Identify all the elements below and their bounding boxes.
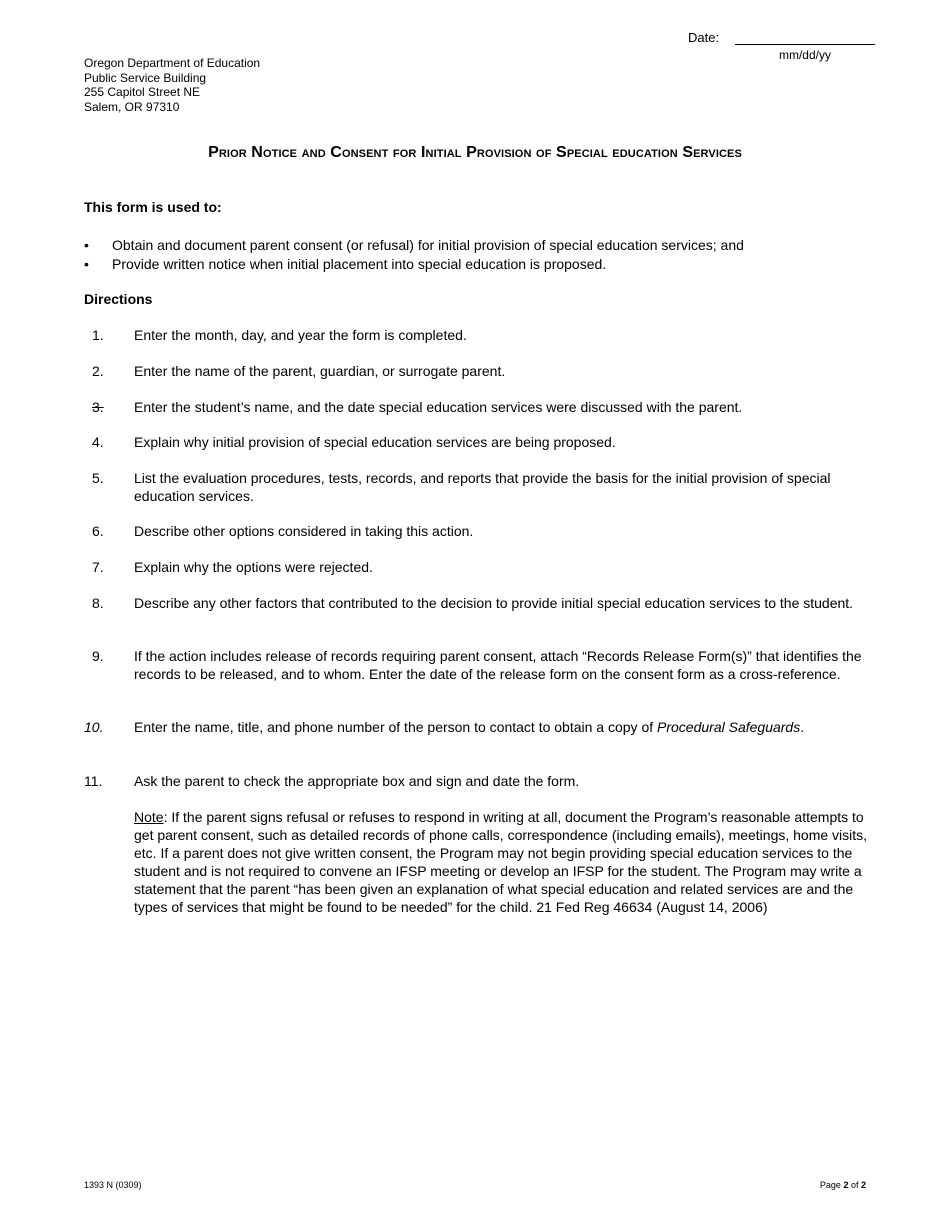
direction-item bbox=[84, 594, 874, 612]
direction-number: 1. bbox=[92, 327, 104, 343]
bullet-icon: • bbox=[84, 256, 89, 272]
direction-item bbox=[84, 326, 874, 344]
direction-number: 5. bbox=[92, 470, 104, 486]
directions-heading: Directions bbox=[84, 291, 153, 307]
direction-item bbox=[84, 398, 874, 416]
direction-number: 6. bbox=[92, 523, 104, 539]
purpose-list bbox=[84, 236, 884, 274]
direction-text: Describe any other factors that contributed to the decision to provide initial special education services to the student. bbox=[134, 595, 854, 611]
page-total: 2 bbox=[860, 1180, 866, 1190]
list-item bbox=[84, 236, 884, 255]
direction-number: 7. bbox=[92, 559, 104, 575]
list-item-text: Provide written notice when initial placement into special education is proposed. bbox=[112, 256, 607, 272]
direction-number: 8. bbox=[92, 595, 104, 611]
page-number bbox=[760, 1180, 866, 1190]
direction-text: List the evaluation procedures, tests, records, and reports that provide the basis for the initial provision of special education services. bbox=[134, 470, 831, 504]
direction-text: Explain why initial provision of special education services are being proposed. bbox=[134, 434, 616, 450]
address-line: 255 Capitol Street NE bbox=[84, 85, 201, 99]
note-label: Note bbox=[134, 809, 164, 825]
direction-text: Ask the parent to check the appropriate box and sign and date the form. bbox=[134, 773, 580, 789]
direction-number: 4. bbox=[92, 434, 104, 450]
document-title: Prior Notice and Consent for Initial Provision of Special education Services bbox=[208, 144, 742, 161]
page-current: 2 bbox=[843, 1180, 849, 1190]
consent-note bbox=[134, 808, 874, 916]
direction-text-end: . bbox=[800, 719, 805, 735]
direction-item bbox=[84, 718, 874, 736]
direction-text: Enter the student’s name, and the date special education services were discussed with the parent. bbox=[134, 399, 743, 415]
note-text: : If the parent signs refusal or refuses to respond in writing at all, document the Program’s reasonable attempts to get parent consent, such as detailed records of phone calls, correspondence (including emails), meetings, home visits, etc. If a parent does not give written consent, the Program may not begin providing special education services to the student and is not required to convene an IFSP meeting or develop an IFSP for the student. The Program may write a statement that the parent “has been given an explanation of what special education and related services are and the types of services that might be found to be needed” for the child. 21 Fed Reg 46634 (August 14, 2006) bbox=[134, 809, 868, 915]
direction-number: 9. bbox=[92, 648, 104, 664]
direction-item bbox=[84, 433, 874, 451]
direction-number: 2. bbox=[92, 363, 104, 379]
direction-item bbox=[84, 647, 874, 683]
direction-item bbox=[84, 772, 874, 790]
purpose-heading: This form is used to: bbox=[84, 199, 222, 215]
form-code: 1393 N (0309) bbox=[84, 1180, 142, 1190]
date-label: Date: bbox=[688, 30, 720, 45]
direction-number: 11. bbox=[84, 773, 103, 789]
list-item bbox=[84, 255, 884, 274]
direction-text: If the action includes release of records requiring parent consent, attach “Records Release Form(s)” that identifies the records to be released, and to whom. Enter the date of the release form on the consent form as a cross-reference. bbox=[134, 648, 862, 682]
direction-text: Enter the name of the parent, guardian, or surrogate parent. bbox=[134, 363, 506, 379]
direction-text-main: Enter the name, title, and phone number of the person to contact to obtain a copy of bbox=[134, 719, 658, 735]
page-prefix: Page bbox=[819, 1180, 844, 1190]
agency-address bbox=[84, 56, 260, 114]
bullet-icon: • bbox=[84, 237, 89, 253]
direction-item bbox=[84, 362, 874, 380]
address-line: Salem, OR 97310 bbox=[84, 99, 180, 114]
address-line: Public Service Building bbox=[84, 70, 207, 85]
direction-number: 10. bbox=[84, 719, 104, 735]
direction-item bbox=[84, 522, 874, 540]
date-format-hint: mm/dd/yy bbox=[778, 48, 831, 62]
direction-item bbox=[84, 558, 874, 576]
direction-item bbox=[84, 469, 874, 505]
direction-number: 3. bbox=[92, 399, 104, 415]
direction-text: Enter the month, day, and year the form is completed. bbox=[134, 327, 467, 343]
list-item-text: Obtain and document parent consent (or refusal) for initial provision of special education services; and bbox=[112, 237, 744, 253]
date-field-line[interactable] bbox=[735, 44, 875, 45]
direction-text bbox=[134, 718, 874, 736]
direction-text: Describe other options considered in taking this action. bbox=[134, 523, 474, 539]
procedural-safeguards-title: Procedural Safeguards bbox=[657, 719, 801, 735]
page-of: of bbox=[848, 1180, 861, 1190]
direction-text: Explain why the options were rejected. bbox=[134, 559, 373, 575]
address-line: Oregon Department of Education bbox=[84, 56, 261, 70]
